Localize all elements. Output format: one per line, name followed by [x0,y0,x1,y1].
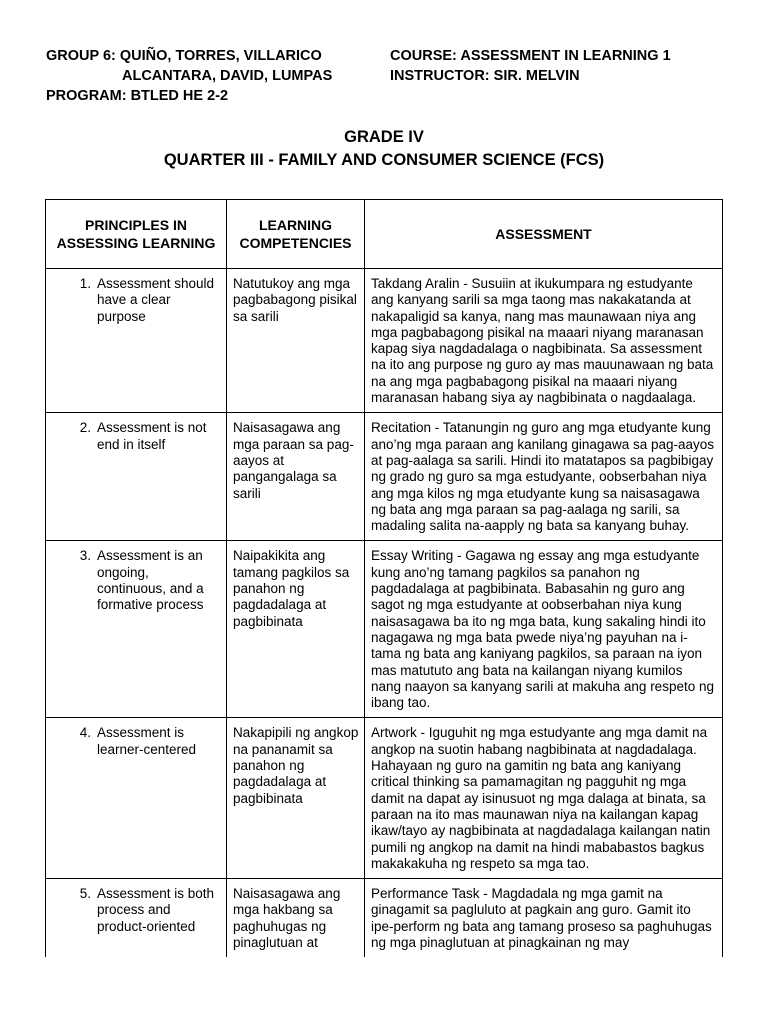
assessment-cell: Essay Writing - Gagawa ng essay ang mga estudyante kung ano’ng tamang pagkilos sa panahon ng pagdadalaga at pagbibinata. Babasahin ng guro ang sagot ng mga estudyante at oobserbahan niya kung naisasagawa ba ito ng mga bata, kung sakaling hindi ito nagagawa ng mga bata pwede niya’ng payuhan na i-tama ng bata ang kaniyang pagkilos, sa paraan na iyon mas matututo ang bata na kailangan niyang kumilos nang naayon sa kanyang sarili at makuha ang respeto ng ibang tao. [365,541,723,718]
competency-cell: Naisasagawa ang mga hakbang sa paghuhugas ng pinaglutuan at [227,879,365,958]
table-row [46,413,723,541]
row-number: 5. [79,886,91,902]
table-header-row [46,200,723,269]
principle-text: Assessment is an ongoing, continuous, and a formative process [97,548,204,613]
grade-title: GRADE IV [344,128,424,146]
header-row-3 [46,86,746,106]
assessment-cell: Recitation - Tatanungin ng guro ang mga etudyante kung ano’ng mga paraan ang kanilang ginagawa sa pag-aayos at pag-aalaga sa sarili. Hindi ito matatapos sa pagbibigay ng grado ng guro sa mga estudyante, oobserbahan niya ang mga kilos ng mga etudyante kung sa naisasagawa ng bata ang mga paraan sa pag-aalaga ng sarili, sa madaling salita na-aapply ng bata sa kanyang buhay. [365,413,723,541]
principle-cell [46,879,227,958]
row-number: 1. [79,276,91,291]
competency-cell: Nakapipili ng angkop na pananamit sa panahon ng pagdadalaga at pagbibinata [227,718,365,879]
header-row-2 [46,66,746,86]
competency-cell: Natutukoy ang mga pagbabagong pisikal sa sarili [227,269,365,413]
table-row [46,718,723,879]
table-row [46,541,723,718]
program-label: PROGRAM: BTLED HE 2-2 [46,88,229,104]
table-row [46,269,723,413]
row-number: 4. [79,725,91,741]
header-row-1 [46,46,746,66]
assessment-cell: Artwork - Iguguhit ng mga estudyante ang mga damit na angkop na suotin habang nagbibinata at nagdadalaga. Hahayaan ng guro na gamitin ng bata ang kaniyang critical thinking sa pamamagitan ng pagguhit ng mga damit na dapat ay isinusuot ng mga dalaga at binata, sa paraan na ito mas maunawan niya na kailangan kapag ikaw/tayo ay nagbibinata at nagdadalaga kailangan natin pumili ng angkop na damit na hindi mababastos bagkus makakakuha ng respeto sa mga tao. [365,718,723,879]
competency-cell: Naisasagawa ang mga paraan sa pag-aayos at pangangalaga sa sarili [227,413,365,541]
column-header-principles: PRINCIPLES IN ASSESSING LEARNING [46,200,227,269]
principle-text: Assessment is not end in itself [97,420,207,452]
course-label: COURSE: ASSESSMENT IN LEARNING 1 [390,48,671,64]
assessment-table [45,199,723,957]
competency-cell: Naipakikita ang tamang pagkilos sa panahon ng pagdadalaga at pagbibinata [227,541,365,718]
row-number: 2. [79,420,91,436]
instructor-label: INSTRUCTOR: SIR. MELVIN [390,68,580,84]
assessment-cell: Takdang Aralin - Susuiin at ikukumpara ng estudyante ang kanyang sarili sa mga taong mas nakakatanda at nakapaligid sa kanya, nang mas maunawaan niya ang mga pagbabagong pisikal na maaari niyang maranasan kapag siya nagdadalaga o nagbibinata. Sa assessment na ito ang purpose ng guro ay mas mauunawaan ng bata na ang mga pagbabagong pisikal na maaari niyang maranasan habang siya ay nagbibinata o nagdaalaga. [365,269,723,413]
row-number: 3. [79,548,91,564]
column-header-competencies: LEARNING COMPETENCIES [227,200,365,269]
group-members-line2: ALCANTARA, DAVID, LUMPAS [122,68,333,84]
principle-text: Assessment is both process and product-oriented [97,886,215,934]
column-header-assessment: ASSESSMENT [365,200,723,269]
principle-cell [46,269,227,413]
document-header [46,46,746,106]
principle-cell [46,413,227,541]
table-row [46,879,723,958]
principle-text: Assessment should have a clear purpose [97,276,215,324]
group-members-line1: GROUP 6: QUIÑO, TORRES, VILLARICO [46,48,322,64]
assessment-cell: Performance Task - Magdadala ng mga gamit na ginagamit sa pagluluto at pagkain ang guro. Gamit ito ipe-perform ng bata ang tamang proseso sa paghuhugas ng mga pinaglutuan at pinagkainan ng may [365,879,723,958]
principle-cell [46,541,227,718]
principle-text: Assessment is learner-centered [97,725,197,757]
quarter-title: QUARTER III - FAMILY AND CONSUMER SCIENCE (FCS) [163,151,605,169]
principle-cell [46,718,227,879]
